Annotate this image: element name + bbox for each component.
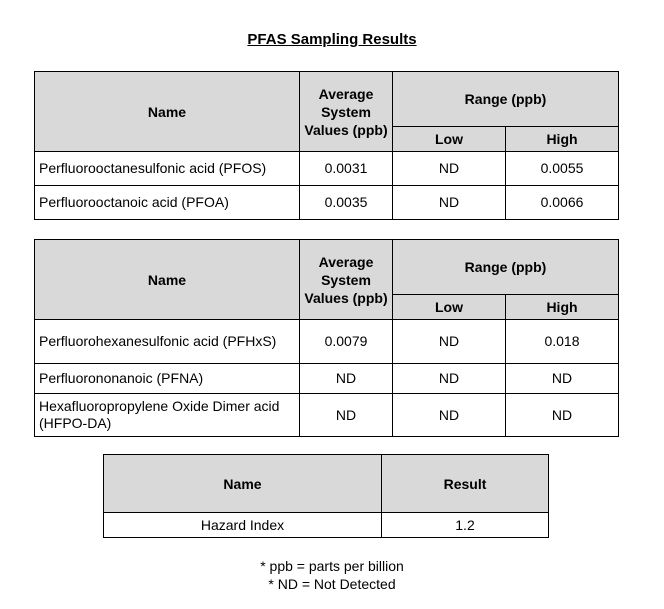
footnote-ppb: * ppb = parts per billion: [260, 558, 404, 574]
row-high: 0.0066: [506, 186, 619, 220]
row-high: ND: [506, 364, 619, 394]
table-row: [35, 320, 619, 364]
header-name: Name: [104, 455, 382, 513]
page-title: PFAS Sampling Results: [247, 31, 417, 48]
header-high: High: [506, 295, 619, 320]
table-row: [35, 152, 619, 186]
pfas-table-2: [34, 239, 619, 437]
row-high: 0.0055: [506, 152, 619, 186]
row-name: Hexafluoropropylene Oxide Dimer acid (HFPO-DA): [35, 394, 300, 437]
row-average: 0.0079: [300, 320, 393, 364]
table-row: [35, 394, 619, 437]
header-range: Range (ppb): [393, 72, 619, 127]
row-low: ND: [393, 152, 506, 186]
footnote-nd: * ND = Not Detected: [268, 576, 396, 592]
header-result: Result: [382, 455, 549, 513]
table-row: [35, 364, 619, 394]
header-range: Range (ppb): [393, 240, 619, 295]
row-average: ND: [300, 364, 393, 394]
row-low: ND: [393, 186, 506, 220]
row-name: Perfluorooctanesulfonic acid (PFOS): [35, 152, 300, 186]
row-result: 1.2: [382, 513, 549, 538]
row-low: ND: [393, 394, 506, 437]
row-name: Perfluorononanoic (PFNA): [35, 364, 300, 394]
row-average: ND: [300, 394, 393, 437]
header-low: Low: [393, 127, 506, 152]
table-row: [104, 513, 549, 538]
row-high: ND: [506, 394, 619, 437]
header-name: Name: [35, 240, 300, 320]
row-name: Perfluorooctanoic acid (PFOA): [35, 186, 300, 220]
row-name: Perfluorohexanesulfonic acid (PFHxS): [35, 320, 300, 364]
row-average: 0.0035: [300, 186, 393, 220]
pfas-table-1: [34, 71, 619, 220]
row-low: ND: [393, 364, 506, 394]
header-average: Average System Values (ppb): [300, 72, 393, 152]
table-row: [35, 186, 619, 220]
row-low: ND: [393, 320, 506, 364]
header-name: Name: [35, 72, 300, 152]
header-high: High: [506, 127, 619, 152]
row-average: 0.0031: [300, 152, 393, 186]
header-low: Low: [393, 295, 506, 320]
hazard-index-table: [103, 454, 549, 538]
header-average: Average System Values (ppb): [300, 240, 393, 320]
row-high: 0.018: [506, 320, 619, 364]
row-name: Hazard Index: [104, 513, 382, 538]
